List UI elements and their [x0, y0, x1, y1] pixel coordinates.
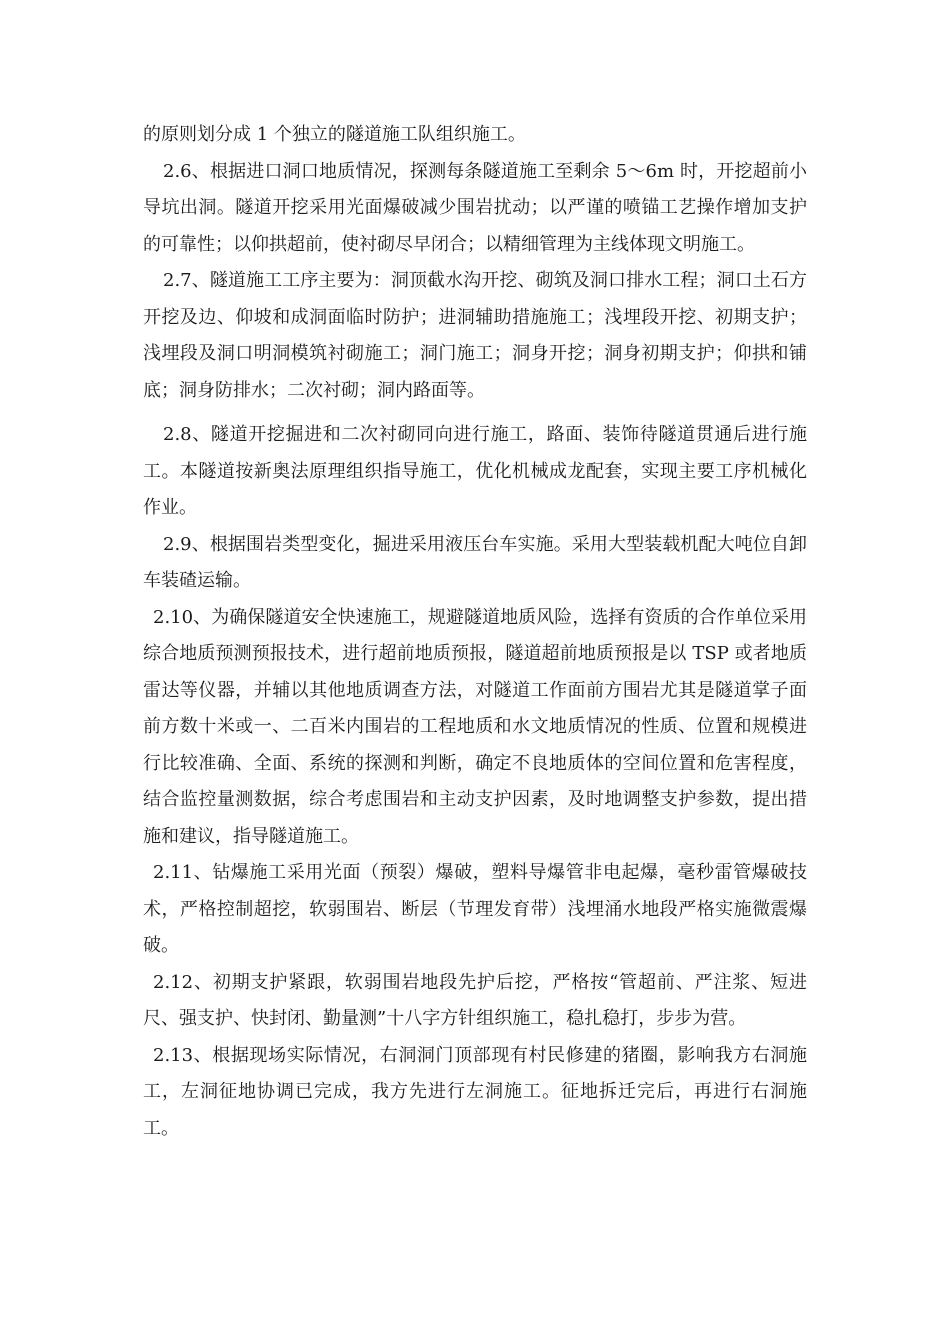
paragraph-2-12: 2.12、初期支护紧跟，软弱围岩地段先护后挖，严格按“管超前、严注浆、短进尺、强支护、快封闭、勤量测”十八字方针组织施工，稳扎稳打，步步为营。: [143, 971, 807, 1029]
paragraph-2-13: 2.13、根据现场实际情况，右洞洞门顶部现有村民修建的猪圈，影响我方右洞施工，左洞征地协调已完成，我方先进行左洞施工。征地拆迁完后，再进行右洞施工。: [143, 1044, 807, 1139]
paragraph-2-7: 2.7、隧道施工工序主要为：洞顶截水沟开挖、砌筑及洞口排水工程；洞口土石方开挖及边、仰坡和成洞面临时防护；进洞辅助措施施工；浅埋段开挖、初期支护；浅埋段及洞口明洞模筑衬砌施工；洞门施工；洞身开挖；洞身初期支护；仰拱和铺底；洞身防排水；二次衬砌；洞内路面等。: [143, 270, 807, 401]
paragraph-2-8: 2.8、隧道开挖掘进和二次衬砌同向进行施工，路面、装饰待隧道贯通后进行施工。本隧道按新奥法原理组织指导施工，优化机械成龙配套，实现主要工序机械化作业。: [143, 424, 807, 518]
paragraph-2-9: 2.9、根据围岩类型变化，掘进采用液压台车实施。采用大型装载机配大吨位自卸车装碴运输。: [143, 533, 807, 591]
document-body: [143, 117, 807, 1147]
paragraph-continuation: 的原则划分成 1 个独立的隧道施工队组织施工。: [143, 124, 526, 145]
paragraph-2-11: 2.11、钻爆施工采用光面（预裂）爆破，塑料导爆管非电起爆，毫秒雷管爆破技术，严格控制超挖，软弱围岩、断层（节理发育带）浅埋涌水地段严格实施微震爆破。: [143, 862, 807, 956]
paragraph-2-10: 2.10、为确保隧道安全快速施工，规避隧道地质风险，选择有资质的合作单位采用综合地质预测预报技术，进行超前地质预报，隧道超前地质预报是以 TSP 或者地质雷达等仪器，并辅以其他地质调查方法，对隧道工作面前方围岩尤其是隧道掌子面前方数十米或一、二百米内围岩的工程地质和水文地质情况的性质、位置和规模进行比较准确、全面、系统的探测和判断，确定不良地质体的空间位置和危害程度，结合监控量测数据，综合考虑围岩和主动支护因素，及时地调整支护参数，提出措施和建议，指导隧道施工。: [143, 606, 807, 847]
paragraph-2-6: 2.6、根据进口洞口地质情况，探测每条隧道施工至剩余 5～6m 时，开挖超前小导坑出洞。隧道开挖采用光面爆破减少围岩扰动；以严谨的喷锚工艺操作增加支护的可靠性；以仰拱超前，使衬砌尽早闭合；以精细管理为主线体现文明施工。: [143, 160, 807, 255]
